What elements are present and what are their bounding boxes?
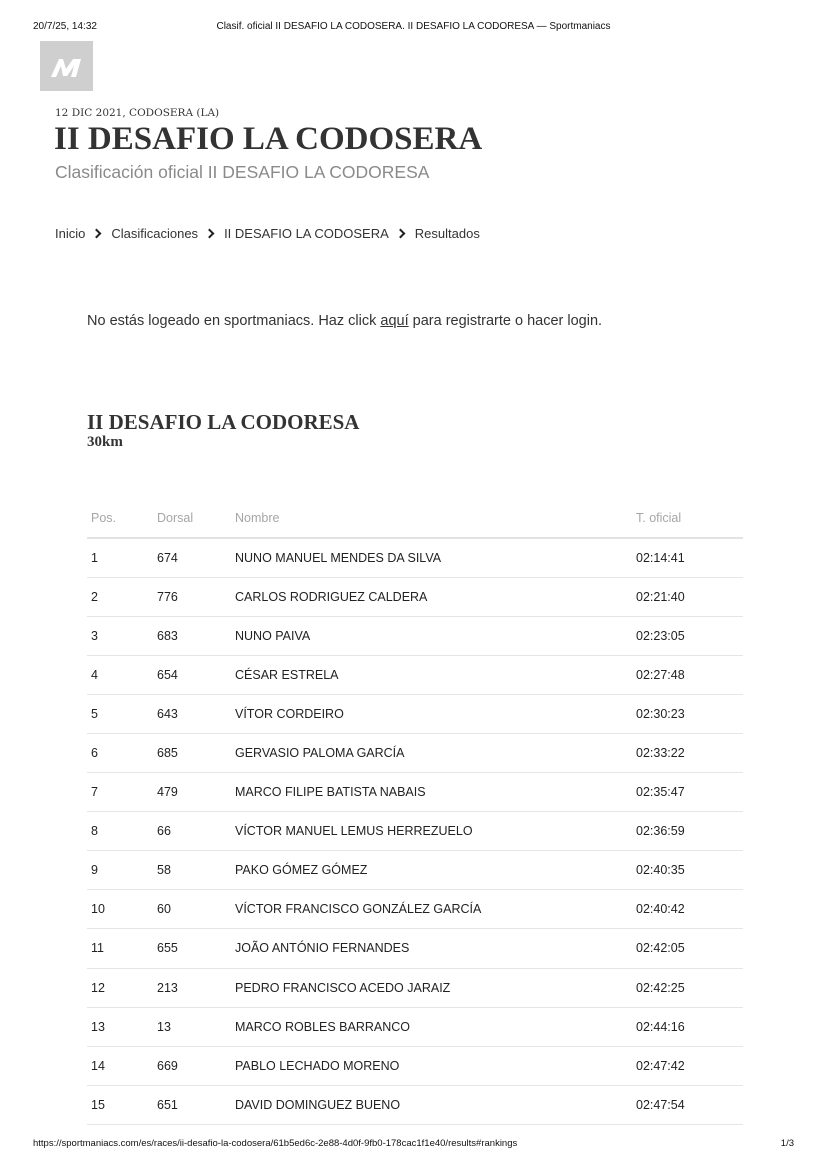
table-row[interactable] [87,577,743,616]
cell-nombre: CARLOS RODRIGUEZ CALDERA [231,577,632,616]
print-page-number: 1/3 [780,1138,794,1149]
chevron-right-icon [205,229,215,239]
cell-pos: 1 [87,538,153,577]
cell-time: 02:14:41 [632,538,743,577]
cell-pos: 7 [87,773,153,812]
cell-time: 02:36:59 [632,812,743,851]
table-row[interactable] [87,616,743,655]
print-document-title: Clasif. oficial II DESAFIO LA CODOSERA. II DESAFIO LA CODORESA — Sportmaniacs [216,21,611,32]
breadcrumb [55,226,480,241]
cell-dorsal: 669 [153,1046,231,1085]
cell-nombre: VÍCTOR FRANCISCO GONZÁLEZ GARCÍA [231,890,632,929]
cell-nombre: VÍTOR CORDEIRO [231,694,632,733]
cell-time: 02:42:25 [632,968,743,1007]
cell-pos: 3 [87,616,153,655]
event-date-place: 12 DIC 2021, CODOSERA (LA) [55,107,220,119]
cell-pos: 8 [87,812,153,851]
table-row[interactable] [87,1085,743,1124]
breadcrumb-item-resultados: Resultados [414,226,480,241]
cell-pos: 2 [87,577,153,616]
print-header [33,21,794,35]
cell-dorsal: 643 [153,694,231,733]
cell-dorsal: 213 [153,968,231,1007]
login-link[interactable]: aquí [380,313,409,329]
breadcrumb-item-clasificaciones[interactable]: Clasificaciones [111,226,199,241]
table-row[interactable] [87,538,743,577]
cell-pos: 13 [87,1007,153,1046]
column-header-dorsal[interactable]: Dorsal [153,499,231,538]
print-footer [33,1138,794,1152]
column-header-time[interactable]: T. oficial [632,499,743,538]
print-url: https://sportmaniacs.com/es/races/ii-desafio-la-codosera/61b5ed6c-2e88-4d0f-9fb0-178cac1f1e40/results#rankings [33,1138,518,1149]
cell-time: 02:35:47 [632,773,743,812]
table-row[interactable] [87,812,743,851]
race-distance: 30km [87,434,123,450]
cell-nombre: MARCO FILIPE BATISTA NABAIS [231,773,632,812]
cell-nombre: NUNO PAIVA [231,616,632,655]
cell-dorsal: 685 [153,733,231,772]
race-name: II DESAFIO LA CODORESA [87,410,360,434]
results-table [87,499,743,1125]
cell-time: 02:42:05 [632,929,743,968]
table-row[interactable] [87,851,743,890]
cell-pos: 14 [87,1046,153,1085]
cell-nombre: PEDRO FRANCISCO ACEDO JARAIZ [231,968,632,1007]
cell-time: 02:30:23 [632,694,743,733]
cell-nombre: PABLO LECHADO MORENO [231,1046,632,1085]
table-row[interactable] [87,655,743,694]
print-date: 20/7/25, 14:32 [33,21,97,32]
table-row[interactable] [87,890,743,929]
cell-dorsal: 60 [153,890,231,929]
cell-dorsal: 66 [153,812,231,851]
breadcrumb-item-event[interactable]: II DESAFIO LA CODOSERA [224,226,389,241]
cell-nombre: PAKO GÓMEZ GÓMEZ [231,851,632,890]
table-row[interactable] [87,694,743,733]
results-table-body [87,538,743,1124]
cell-pos: 5 [87,694,153,733]
cell-time: 02:47:42 [632,1046,743,1085]
cell-dorsal: 651 [153,1085,231,1124]
table-row[interactable] [87,1007,743,1046]
table-row[interactable] [87,1046,743,1085]
table-row[interactable] [87,773,743,812]
table-row[interactable] [87,733,743,772]
cell-pos: 15 [87,1085,153,1124]
cell-dorsal: 674 [153,538,231,577]
cell-dorsal: 655 [153,929,231,968]
page-subtitle: Clasificación oficial II DESAFIO LA CODORESA [55,162,430,182]
chevron-right-icon [92,229,102,239]
cell-time: 02:40:35 [632,851,743,890]
cell-dorsal: 13 [153,1007,231,1046]
cell-time: 02:47:54 [632,1085,743,1124]
login-notice [87,313,602,329]
breadcrumb-item-inicio[interactable]: Inicio [55,226,86,241]
cell-pos: 9 [87,851,153,890]
table-row[interactable] [87,929,743,968]
cell-pos: 12 [87,968,153,1007]
cell-pos: 11 [87,929,153,968]
cell-nombre: DAVID DOMINGUEZ BUENO [231,1085,632,1124]
cell-time: 02:44:16 [632,1007,743,1046]
table-header-row [87,499,743,538]
cell-time: 02:23:05 [632,616,743,655]
cell-time: 02:27:48 [632,655,743,694]
login-notice-text: No estás logeado en sportmaniacs. Haz click [87,313,381,329]
cell-nombre: MARCO ROBLES BARRANCO [231,1007,632,1046]
sportmaniacs-m-logo-icon [40,41,93,91]
login-notice-text-end: para registrarte o hacer login. [408,313,603,329]
cell-time: 02:40:42 [632,890,743,929]
cell-nombre: JOÃO ANTÓNIO FERNANDES [231,929,632,968]
cell-time: 02:21:40 [632,577,743,616]
table-row[interactable] [87,968,743,1007]
cell-nombre: VÍCTOR MANUEL LEMUS HERREZUELO [231,812,632,851]
cell-dorsal: 776 [153,577,231,616]
column-header-nombre[interactable]: Nombre [231,499,632,538]
cell-dorsal: 58 [153,851,231,890]
chevron-right-icon [395,229,405,239]
page-title: II DESAFIO LA CODOSERA [54,121,483,157]
cell-pos: 10 [87,890,153,929]
cell-nombre: CÉSAR ESTRELA [231,655,632,694]
cell-nombre: GERVASIO PALOMA GARCÍA [231,733,632,772]
cell-nombre: NUNO MANUEL MENDES DA SILVA [231,538,632,577]
cell-dorsal: 683 [153,616,231,655]
cell-pos: 4 [87,655,153,694]
cell-pos: 6 [87,733,153,772]
cell-time: 02:33:22 [632,733,743,772]
column-header-pos[interactable]: Pos. [87,499,153,538]
cell-dorsal: 654 [153,655,231,694]
sportmaniacs-logo[interactable] [40,41,93,91]
cell-dorsal: 479 [153,773,231,812]
